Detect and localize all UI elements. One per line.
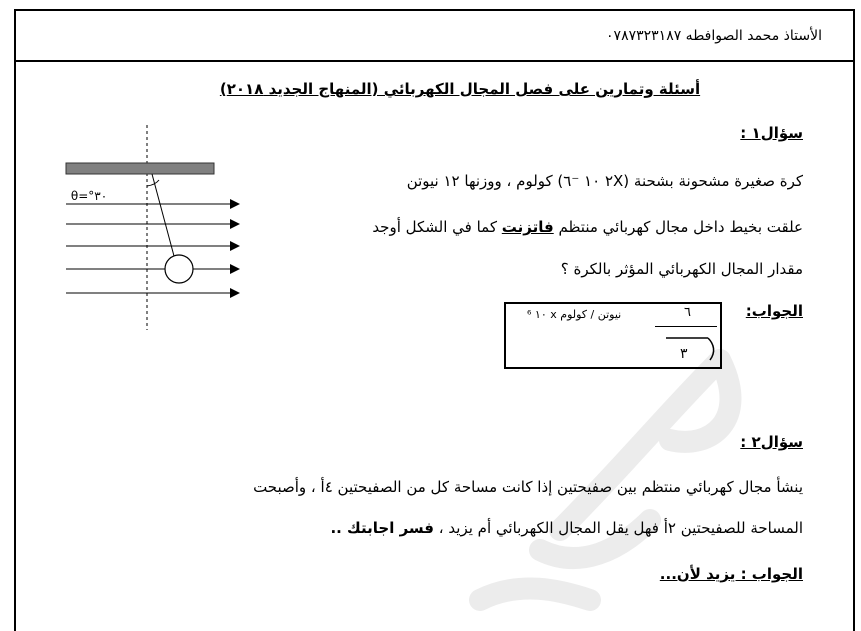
fraction-bar	[655, 326, 717, 327]
angle-arc	[147, 180, 159, 186]
field-arrow-5	[230, 288, 240, 298]
q2-line2a: المساحة للصفيحتين ٢أ فهل يقل المجال الكهربائي أم يزيد ،	[438, 519, 803, 537]
worksheet-title: أسئلة وتمارين على فصل المجال الكهربائي (المنهاج الجديد ٢٠١٨)	[219, 80, 701, 98]
pendulum-figure	[60, 120, 260, 335]
angle-label: ٣٠°=θ	[70, 189, 108, 203]
field-arrow-4	[230, 264, 240, 274]
q1-line2c: كما في الشكل أوجد	[372, 218, 497, 236]
q2-line1: ينشأ مجال كهربائي منتظم بين صفيحتين إذا كانت مساحة كل من الصفيحتين ٤أ ، وأصبحت	[253, 478, 803, 496]
answer-numerator: ٦	[684, 305, 691, 320]
q1-line2a: علقت بخيط داخل مجال كهربائي منتظم	[558, 218, 803, 236]
ceiling-plate	[66, 163, 214, 174]
q2-line2b: فسر اجابتك ..	[330, 519, 435, 537]
q2-line2	[330, 519, 803, 537]
q1-line3: مقدار المجال الكهربائي المؤثر بالكرة ؟	[560, 260, 803, 278]
q1-label: سؤال١ :	[740, 124, 803, 142]
header-divider	[14, 60, 853, 62]
q2-answer: الجواب : يزيد لأن...	[659, 565, 803, 583]
answer-unit: نيوتن / كولوم	[560, 308, 622, 321]
q1-line2	[372, 218, 803, 236]
answer-unit-line	[527, 308, 621, 321]
q1-line2b: فاتزنت	[501, 218, 554, 236]
teacher-header: الأستاذ محمد الصوافطه ٠٧٨٧٣٢٣١٨٧	[606, 28, 822, 44]
q1-answer-label: الجواب:	[745, 302, 803, 320]
answer-multiplier: x ١٠ ⁶	[527, 308, 557, 321]
answer-denominator: ٣	[680, 346, 688, 362]
q1-line1: كرة صغيرة مشحونة بشحنة (٢X ١٠ ⁻٦) كولوم ، ووزنها ١٢ نيوتن	[406, 172, 803, 190]
field-arrow-2	[230, 219, 240, 229]
charged-ball	[165, 255, 193, 283]
division-bracket	[660, 334, 722, 364]
field-arrow-3	[230, 241, 240, 251]
string	[152, 174, 174, 256]
q2-label: سؤال٢ :	[740, 433, 803, 451]
field-arrow-1	[230, 199, 240, 209]
